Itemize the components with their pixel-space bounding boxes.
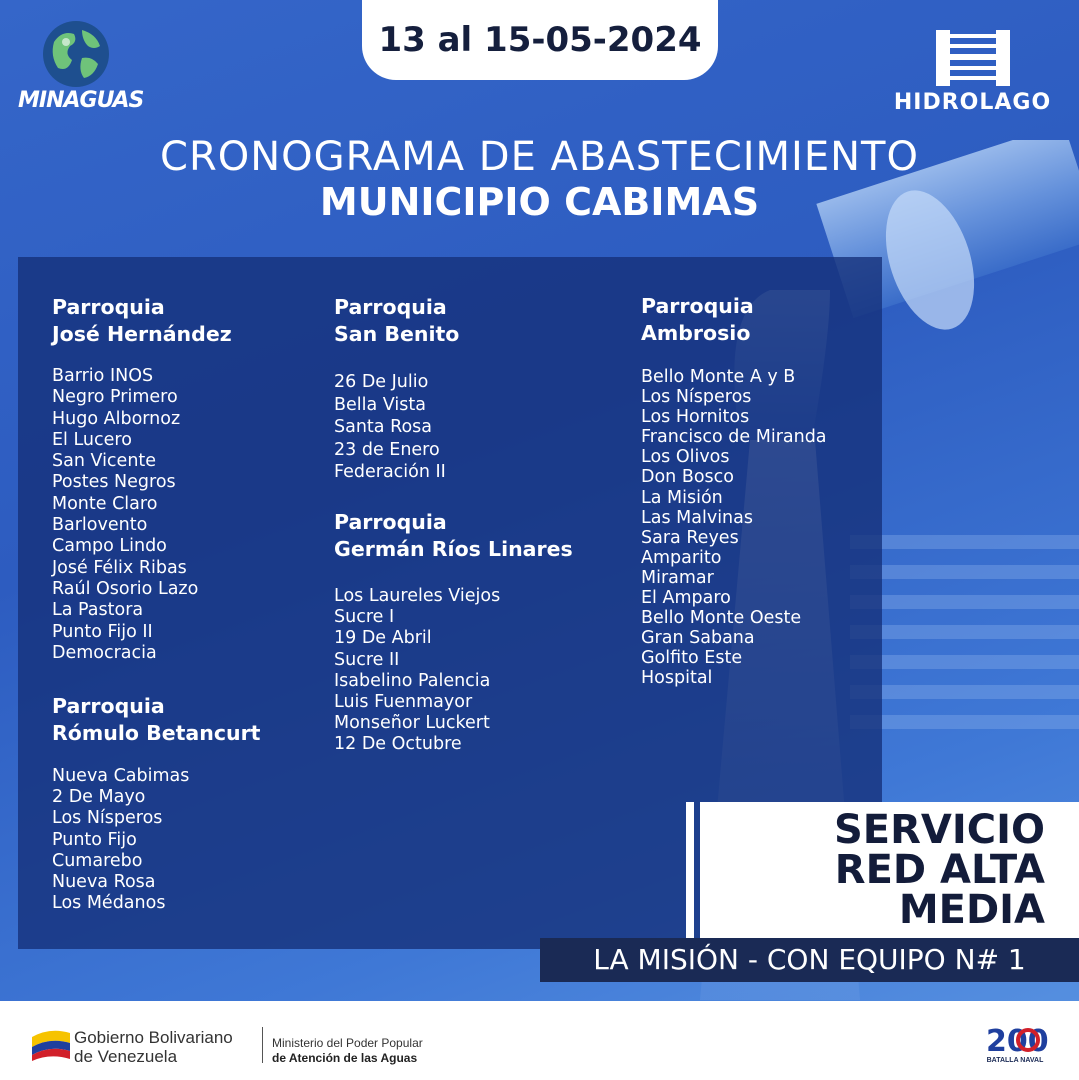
list-item: Punto Fijo II — [52, 621, 153, 642]
list-item: Bella Vista — [334, 394, 426, 415]
list-item: Barrio INOS — [52, 366, 154, 386]
team-label: LA MISIÓN - CON EQUIPO N# 1 — [593, 943, 1026, 976]
column-1-second-parish — [52, 693, 260, 914]
parish-title — [641, 293, 827, 347]
minaguas-wordmark: MINAGUAS — [18, 88, 144, 113]
service-accent-stripe — [686, 802, 694, 938]
list-item: Monte Claro — [52, 493, 158, 514]
list-item: Los Hornitos — [641, 407, 750, 428]
naval-label: BATALLA NAVAL — [986, 1057, 1044, 1064]
list-item: Don Bosco — [641, 467, 734, 488]
globe-icon — [42, 20, 110, 88]
parish-label: Parroquia — [52, 694, 165, 718]
parish-name: Ambrosio — [641, 321, 751, 345]
location-list — [334, 371, 459, 484]
parish-title — [52, 294, 232, 348]
hidrolago-logo — [880, 30, 1065, 120]
ministry-name-line1: Ministerio del Poder Popular — [272, 1036, 423, 1050]
service-line: MEDIA — [898, 887, 1045, 933]
minaguas-logo — [18, 20, 144, 120]
list-item: Gran Sabana — [641, 628, 755, 649]
list-item: Nueva Cabimas — [52, 766, 190, 786]
list-item: Hugo Albornoz — [52, 408, 181, 429]
column-3 — [641, 293, 827, 689]
parish-name: Germán Ríos Linares — [334, 537, 573, 561]
government-name-line1: Gobierno Bolivariano — [74, 1028, 233, 1047]
list-item: Democracia — [52, 642, 157, 663]
parish-name: San Benito — [334, 322, 460, 346]
parish-title — [334, 294, 459, 348]
hidrolago-wordmark: HIDROLAGO — [893, 90, 1052, 115]
list-item: 2 De Mayo — [52, 787, 146, 808]
list-item: Federación II — [334, 462, 446, 483]
venezuela-flag-icon — [32, 1023, 70, 1061]
page-title: CRONOGRAMA DE ABASTECIMIENTO — [160, 134, 919, 180]
list-item: Raúl Osorio Lazo — [52, 578, 199, 599]
location-list — [52, 766, 260, 914]
list-item: Postes Negros — [52, 472, 176, 493]
parish-label: Parroquia — [52, 295, 165, 319]
parish-label: Parroquia — [334, 295, 447, 319]
list-item: Santa Rosa — [334, 417, 432, 438]
list-item: La Pastora — [52, 600, 144, 621]
location-list — [334, 586, 573, 756]
list-item: Negro Primero — [52, 387, 178, 408]
hidrolago-h-icon — [936, 30, 1010, 86]
list-item: Hospital — [641, 668, 713, 689]
list-item: Sara Reyes — [641, 527, 739, 548]
list-item: Las Malvinas — [641, 507, 753, 528]
list-item: 26 De Julio — [334, 372, 429, 392]
footer — [0, 1001, 1079, 1080]
list-item: Amparito — [641, 547, 722, 568]
ministry-name-line2: de Atención de las Aguas — [272, 1051, 418, 1065]
parish-name: Rómulo Betancurt — [52, 721, 261, 745]
list-item: El Lucero — [52, 429, 132, 450]
service-line: SERVICIO — [833, 807, 1045, 853]
list-item: 12 De Octubre — [334, 734, 462, 755]
parish-label: Parroquia — [334, 510, 447, 534]
list-item: 19 De Abril — [334, 628, 432, 649]
parish-name: José Hernández — [52, 322, 232, 346]
list-item: Sucre I — [334, 607, 395, 628]
team-bar — [540, 938, 1079, 982]
list-item: Golfito Este — [641, 648, 743, 669]
list-item: 23 de Enero — [334, 439, 440, 460]
column-2 — [334, 294, 459, 484]
page-subtitle: MUNICIPIO CABIMAS — [319, 180, 760, 224]
list-item: Nueva Rosa — [52, 872, 156, 893]
list-item: Los Nísperos — [641, 387, 752, 408]
list-item: José Félix Ribas — [52, 557, 187, 578]
list-item: Miramar — [641, 567, 714, 588]
list-item: Luis Fuenmayor — [334, 692, 473, 713]
list-item: Barlovento — [52, 515, 148, 536]
service-box — [700, 802, 1079, 938]
list-item: La Misión — [641, 487, 723, 508]
list-item: El Amparo — [641, 588, 731, 609]
parish-title — [334, 509, 573, 563]
service-line: RED ALTA — [834, 847, 1045, 893]
list-item: Bello Monte Oeste — [641, 608, 802, 629]
service-label — [833, 807, 1045, 933]
list-item: Campo Lindo — [52, 536, 167, 557]
column-1 — [52, 294, 232, 664]
column-2-second-parish — [334, 509, 573, 756]
list-item: Sucre II — [334, 649, 400, 670]
list-item: Bello Monte A y B — [641, 367, 796, 387]
list-item: Francisco de Miranda — [641, 427, 827, 448]
parish-label: Parroquia — [641, 294, 754, 318]
naval-number: 200 — [986, 1024, 1049, 1059]
list-item: Punto Fijo — [52, 829, 137, 850]
date-tab — [362, 0, 718, 80]
list-item: Isabelino Palencia — [334, 670, 491, 691]
government-name-line2: de Venezuela — [74, 1047, 178, 1066]
list-item: Los Laureles Viejos — [334, 586, 501, 606]
list-item: Los Médanos — [52, 893, 166, 914]
location-list — [641, 367, 827, 689]
footer-divider — [262, 1027, 263, 1063]
list-item: Monseñor Luckert — [334, 713, 490, 734]
parish-title — [52, 693, 260, 747]
date-range: 13 al 15-05-2024 — [378, 20, 702, 60]
location-list — [52, 366, 232, 664]
list-item: San Vicente — [52, 451, 157, 472]
list-item: Cumarebo — [52, 850, 143, 871]
list-item: Los Nísperos — [52, 808, 163, 829]
list-item: Los Olivos — [641, 447, 730, 468]
